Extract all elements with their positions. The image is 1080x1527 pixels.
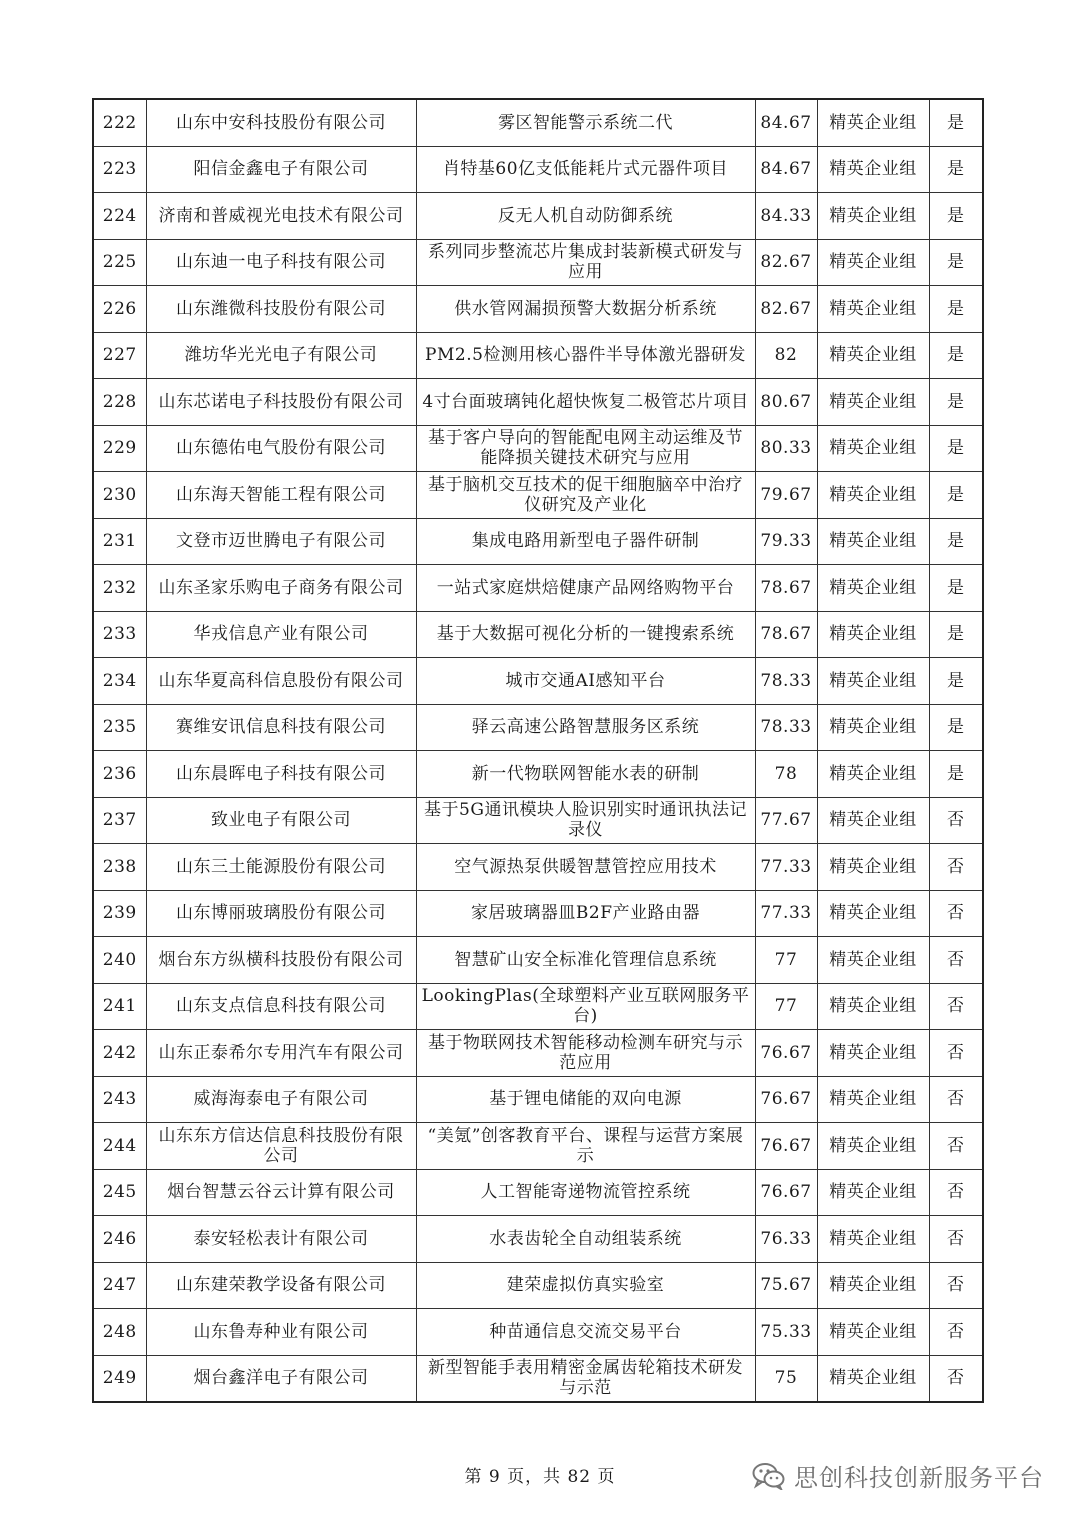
row-number-cell: 247 bbox=[93, 1262, 146, 1309]
table-row bbox=[93, 193, 983, 240]
score-cell: 78.67 bbox=[755, 611, 817, 658]
company-cell: 山东中安科技股份有限公司 bbox=[146, 99, 416, 146]
row-number-cell: 230 bbox=[93, 472, 146, 519]
company-cell: 烟台东方纵横科技股份有限公司 bbox=[146, 937, 416, 984]
table-row bbox=[93, 1216, 983, 1263]
result-cell: 是 bbox=[929, 518, 983, 565]
group-cell: 精英企业组 bbox=[817, 937, 929, 984]
watermark-text: 思创科技创新服务平台 bbox=[794, 1464, 1044, 1492]
score-cell: 77 bbox=[755, 937, 817, 984]
score-cell: 76.67 bbox=[755, 1030, 817, 1077]
company-cell: 华戎信息产业有限公司 bbox=[146, 611, 416, 658]
table-row bbox=[93, 379, 983, 426]
table-row bbox=[93, 658, 983, 705]
company-cell: 山东三土能源股份有限公司 bbox=[146, 844, 416, 891]
group-cell: 精英企业组 bbox=[817, 565, 929, 612]
group-cell: 精英企业组 bbox=[817, 704, 929, 751]
result-cell: 否 bbox=[929, 1309, 983, 1356]
table-row bbox=[93, 1169, 983, 1216]
result-cell: 否 bbox=[929, 1076, 983, 1123]
company-cell: 阳信金鑫电子有限公司 bbox=[146, 146, 416, 193]
project-cell: 种苗通信息交流交易平台 bbox=[416, 1309, 755, 1356]
score-cell: 76.67 bbox=[755, 1076, 817, 1123]
score-cell: 79.33 bbox=[755, 518, 817, 565]
table-row bbox=[93, 890, 983, 937]
score-cell: 84.67 bbox=[755, 146, 817, 193]
company-cell: 烟台智慧云谷云计算有限公司 bbox=[146, 1169, 416, 1216]
company-cell: 威海海泰电子有限公司 bbox=[146, 1076, 416, 1123]
row-number-cell: 225 bbox=[93, 239, 146, 286]
company-cell: 济南和普威视光电技术有限公司 bbox=[146, 193, 416, 240]
group-cell: 精英企业组 bbox=[817, 239, 929, 286]
score-cell: 80.33 bbox=[755, 425, 817, 472]
score-cell: 75.33 bbox=[755, 1309, 817, 1356]
table-row bbox=[93, 565, 983, 612]
group-cell: 精英企业组 bbox=[817, 1262, 929, 1309]
group-cell: 精英企业组 bbox=[817, 611, 929, 658]
row-number-cell: 241 bbox=[93, 983, 146, 1030]
result-cell: 是 bbox=[929, 751, 983, 798]
result-cell: 是 bbox=[929, 99, 983, 146]
row-number-cell: 246 bbox=[93, 1216, 146, 1263]
company-cell: 山东正泰希尔专用汽车有限公司 bbox=[146, 1030, 416, 1077]
result-cell: 否 bbox=[929, 1216, 983, 1263]
project-cell: 基于脑机交互技术的促干细胞脑卒中治疗仪研究及产业化 bbox=[416, 472, 755, 519]
company-cell: 山东支点信息科技有限公司 bbox=[146, 983, 416, 1030]
row-number-cell: 223 bbox=[93, 146, 146, 193]
row-number-cell: 222 bbox=[93, 99, 146, 146]
result-cell: 是 bbox=[929, 146, 983, 193]
group-cell: 精英企业组 bbox=[817, 1076, 929, 1123]
score-cell: 84.67 bbox=[755, 99, 817, 146]
project-cell: 人工智能寄递物流管控系统 bbox=[416, 1169, 755, 1216]
company-cell: 山东迪一电子科技有限公司 bbox=[146, 239, 416, 286]
wechat-icon bbox=[752, 1462, 786, 1490]
project-cell: 新一代物联网智能水表的研制 bbox=[416, 751, 755, 798]
row-number-cell: 229 bbox=[93, 425, 146, 472]
result-cell: 是 bbox=[929, 565, 983, 612]
project-cell: 建荣虚拟仿真实验室 bbox=[416, 1262, 755, 1309]
row-number-cell: 239 bbox=[93, 890, 146, 937]
project-cell: 反无人机自动防御系统 bbox=[416, 193, 755, 240]
project-cell: 城市交通AI感知平台 bbox=[416, 658, 755, 705]
group-cell: 精英企业组 bbox=[817, 797, 929, 844]
page-footer: 第 9 页，共 82 页 bbox=[464, 1467, 616, 1487]
score-cell: 78 bbox=[755, 751, 817, 798]
group-cell: 精英企业组 bbox=[817, 1030, 929, 1077]
result-cell: 否 bbox=[929, 797, 983, 844]
group-cell: 精英企业组 bbox=[817, 844, 929, 891]
company-cell: 山东圣家乐购电子商务有限公司 bbox=[146, 565, 416, 612]
score-cell: 77.67 bbox=[755, 797, 817, 844]
row-number-cell: 244 bbox=[93, 1123, 146, 1170]
table-row bbox=[93, 704, 983, 751]
group-cell: 精英企业组 bbox=[817, 890, 929, 937]
group-cell: 精英企业组 bbox=[817, 425, 929, 472]
group-cell: 精英企业组 bbox=[817, 99, 929, 146]
company-cell: 赛维安讯信息科技有限公司 bbox=[146, 704, 416, 751]
company-cell: 山东海天智能工程有限公司 bbox=[146, 472, 416, 519]
project-cell: 一站式家庭烘焙健康产品网络购物平台 bbox=[416, 565, 755, 612]
project-cell: 4寸台面玻璃钝化超快恢复二极管芯片项目 bbox=[416, 379, 755, 426]
result-cell: 是 bbox=[929, 611, 983, 658]
project-cell: LookingPlas(全球塑料产业互联网服务平台) bbox=[416, 983, 755, 1030]
score-cell: 78.33 bbox=[755, 658, 817, 705]
table-row bbox=[93, 1262, 983, 1309]
company-cell: 文登市迈世腾电子有限公司 bbox=[146, 518, 416, 565]
row-number-cell: 236 bbox=[93, 751, 146, 798]
row-number-cell: 242 bbox=[93, 1030, 146, 1077]
project-cell: 雾区智能警示系统二代 bbox=[416, 99, 755, 146]
result-cell: 否 bbox=[929, 1262, 983, 1309]
result-cell: 是 bbox=[929, 472, 983, 519]
project-cell: 空气源热泵供暖智慧管控应用技术 bbox=[416, 844, 755, 891]
score-cell: 75.67 bbox=[755, 1262, 817, 1309]
row-number-cell: 234 bbox=[93, 658, 146, 705]
table-row bbox=[93, 797, 983, 844]
project-cell: “美氪”创客教育平台、课程与运营方案展示 bbox=[416, 1123, 755, 1170]
company-cell: 泰安轻松表计有限公司 bbox=[146, 1216, 416, 1263]
table-row bbox=[93, 99, 983, 146]
project-cell: 基于5G通讯模块人脸识别实时通讯执法记录仪 bbox=[416, 797, 755, 844]
score-cell: 75 bbox=[755, 1355, 817, 1402]
project-cell: 供水管网漏损预警大数据分析系统 bbox=[416, 286, 755, 333]
result-cell: 是 bbox=[929, 704, 983, 751]
row-number-cell: 237 bbox=[93, 797, 146, 844]
table-row bbox=[93, 518, 983, 565]
result-cell: 是 bbox=[929, 239, 983, 286]
group-cell: 精英企业组 bbox=[817, 1169, 929, 1216]
score-cell: 79.67 bbox=[755, 472, 817, 519]
result-cell: 否 bbox=[929, 1355, 983, 1402]
company-cell: 山东晨晖电子科技有限公司 bbox=[146, 751, 416, 798]
table-row bbox=[93, 146, 983, 193]
result-cell: 是 bbox=[929, 658, 983, 705]
group-cell: 精英企业组 bbox=[817, 658, 929, 705]
table-row bbox=[93, 1076, 983, 1123]
score-cell: 76.33 bbox=[755, 1216, 817, 1263]
project-cell: 新型智能手表用精密金属齿轮箱技术研发与示范 bbox=[416, 1355, 755, 1402]
score-cell: 76.67 bbox=[755, 1169, 817, 1216]
score-cell: 82.67 bbox=[755, 239, 817, 286]
project-cell: 水表齿轮全自动组装系统 bbox=[416, 1216, 755, 1263]
company-cell: 山东博丽玻璃股份有限公司 bbox=[146, 890, 416, 937]
row-number-cell: 235 bbox=[93, 704, 146, 751]
score-cell: 76.67 bbox=[755, 1123, 817, 1170]
project-cell: 智慧矿山安全标准化管理信息系统 bbox=[416, 937, 755, 984]
result-cell: 是 bbox=[929, 332, 983, 379]
group-cell: 精英企业组 bbox=[817, 518, 929, 565]
score-cell: 82.67 bbox=[755, 286, 817, 333]
score-cell: 78.67 bbox=[755, 565, 817, 612]
project-cell: 驿云高速公路智慧服务区系统 bbox=[416, 704, 755, 751]
table-row bbox=[93, 611, 983, 658]
project-cell: 集成电路用新型电子器件研制 bbox=[416, 518, 755, 565]
group-cell: 精英企业组 bbox=[817, 751, 929, 798]
row-number-cell: 240 bbox=[93, 937, 146, 984]
table-row bbox=[93, 286, 983, 333]
company-cell: 山东鲁寿种业有限公司 bbox=[146, 1309, 416, 1356]
row-number-cell: 238 bbox=[93, 844, 146, 891]
row-number-cell: 224 bbox=[93, 193, 146, 240]
company-cell: 山东华夏高科信息股份有限公司 bbox=[146, 658, 416, 705]
group-cell: 精英企业组 bbox=[817, 983, 929, 1030]
score-cell: 80.67 bbox=[755, 379, 817, 426]
project-cell: PM2.5检测用核心器件半导体激光器研发 bbox=[416, 332, 755, 379]
group-cell: 精英企业组 bbox=[817, 1123, 929, 1170]
table-row bbox=[93, 937, 983, 984]
company-cell: 山东芯诺电子科技股份有限公司 bbox=[146, 379, 416, 426]
table-row bbox=[93, 239, 983, 286]
table-row bbox=[93, 983, 983, 1030]
group-cell: 精英企业组 bbox=[817, 1355, 929, 1402]
result-cell: 是 bbox=[929, 379, 983, 426]
result-cell: 是 bbox=[929, 286, 983, 333]
table-row bbox=[93, 472, 983, 519]
table-row bbox=[93, 1123, 983, 1170]
row-number-cell: 248 bbox=[93, 1309, 146, 1356]
table-row bbox=[93, 332, 983, 379]
row-number-cell: 233 bbox=[93, 611, 146, 658]
row-number-cell: 245 bbox=[93, 1169, 146, 1216]
score-cell: 77.33 bbox=[755, 844, 817, 891]
result-cell: 是 bbox=[929, 193, 983, 240]
table-row bbox=[93, 1355, 983, 1402]
group-cell: 精英企业组 bbox=[817, 146, 929, 193]
results-table-body bbox=[93, 99, 983, 1402]
score-cell: 82 bbox=[755, 332, 817, 379]
row-number-cell: 227 bbox=[93, 332, 146, 379]
company-cell: 山东建荣教学设备有限公司 bbox=[146, 1262, 416, 1309]
result-cell: 否 bbox=[929, 1123, 983, 1170]
company-cell: 山东德佑电气股份有限公司 bbox=[146, 425, 416, 472]
row-number-cell: 243 bbox=[93, 1076, 146, 1123]
score-cell: 77.33 bbox=[755, 890, 817, 937]
company-cell: 潍坊华光光电子有限公司 bbox=[146, 332, 416, 379]
table-row bbox=[93, 844, 983, 891]
project-cell: 家居玻璃器皿B2F产业路由器 bbox=[416, 890, 755, 937]
row-number-cell: 232 bbox=[93, 565, 146, 612]
company-cell: 山东潍微科技股份有限公司 bbox=[146, 286, 416, 333]
company-cell: 致业电子有限公司 bbox=[146, 797, 416, 844]
result-cell: 否 bbox=[929, 844, 983, 891]
table-row bbox=[93, 1030, 983, 1077]
results-table bbox=[92, 98, 984, 1403]
project-cell: 基于锂电储能的双向电源 bbox=[416, 1076, 755, 1123]
result-cell: 否 bbox=[929, 890, 983, 937]
company-cell: 山东东方信达信息科技股份有限公司 bbox=[146, 1123, 416, 1170]
score-cell: 77 bbox=[755, 983, 817, 1030]
group-cell: 精英企业组 bbox=[817, 472, 929, 519]
results-table-container bbox=[92, 98, 982, 1403]
group-cell: 精英企业组 bbox=[817, 193, 929, 240]
row-number-cell: 249 bbox=[93, 1355, 146, 1402]
row-number-cell: 231 bbox=[93, 518, 146, 565]
company-cell: 烟台鑫洋电子有限公司 bbox=[146, 1355, 416, 1402]
group-cell: 精英企业组 bbox=[817, 1309, 929, 1356]
group-cell: 精英企业组 bbox=[817, 286, 929, 333]
project-cell: 基于客户导向的智能配电网主动运维及节能降损关键技术研究与应用 bbox=[416, 425, 755, 472]
project-cell: 系列同步整流芯片集成封装新模式研发与应用 bbox=[416, 239, 755, 286]
group-cell: 精英企业组 bbox=[817, 379, 929, 426]
row-number-cell: 228 bbox=[93, 379, 146, 426]
row-number-cell: 226 bbox=[93, 286, 146, 333]
score-cell: 84.33 bbox=[755, 193, 817, 240]
group-cell: 精英企业组 bbox=[817, 1216, 929, 1263]
result-cell: 否 bbox=[929, 1030, 983, 1077]
watermark bbox=[752, 1458, 1044, 1493]
project-cell: 肖特基60亿支低能耗片式元器件项目 bbox=[416, 146, 755, 193]
result-cell: 否 bbox=[929, 1169, 983, 1216]
result-cell: 是 bbox=[929, 425, 983, 472]
group-cell: 精英企业组 bbox=[817, 332, 929, 379]
table-row bbox=[93, 425, 983, 472]
score-cell: 78.33 bbox=[755, 704, 817, 751]
table-row bbox=[93, 751, 983, 798]
project-cell: 基于物联网技术智能移动检测车研究与示范应用 bbox=[416, 1030, 755, 1077]
result-cell: 否 bbox=[929, 983, 983, 1030]
result-cell: 否 bbox=[929, 937, 983, 984]
table-row bbox=[93, 1309, 983, 1356]
project-cell: 基于大数据可视化分析的一键搜索系统 bbox=[416, 611, 755, 658]
